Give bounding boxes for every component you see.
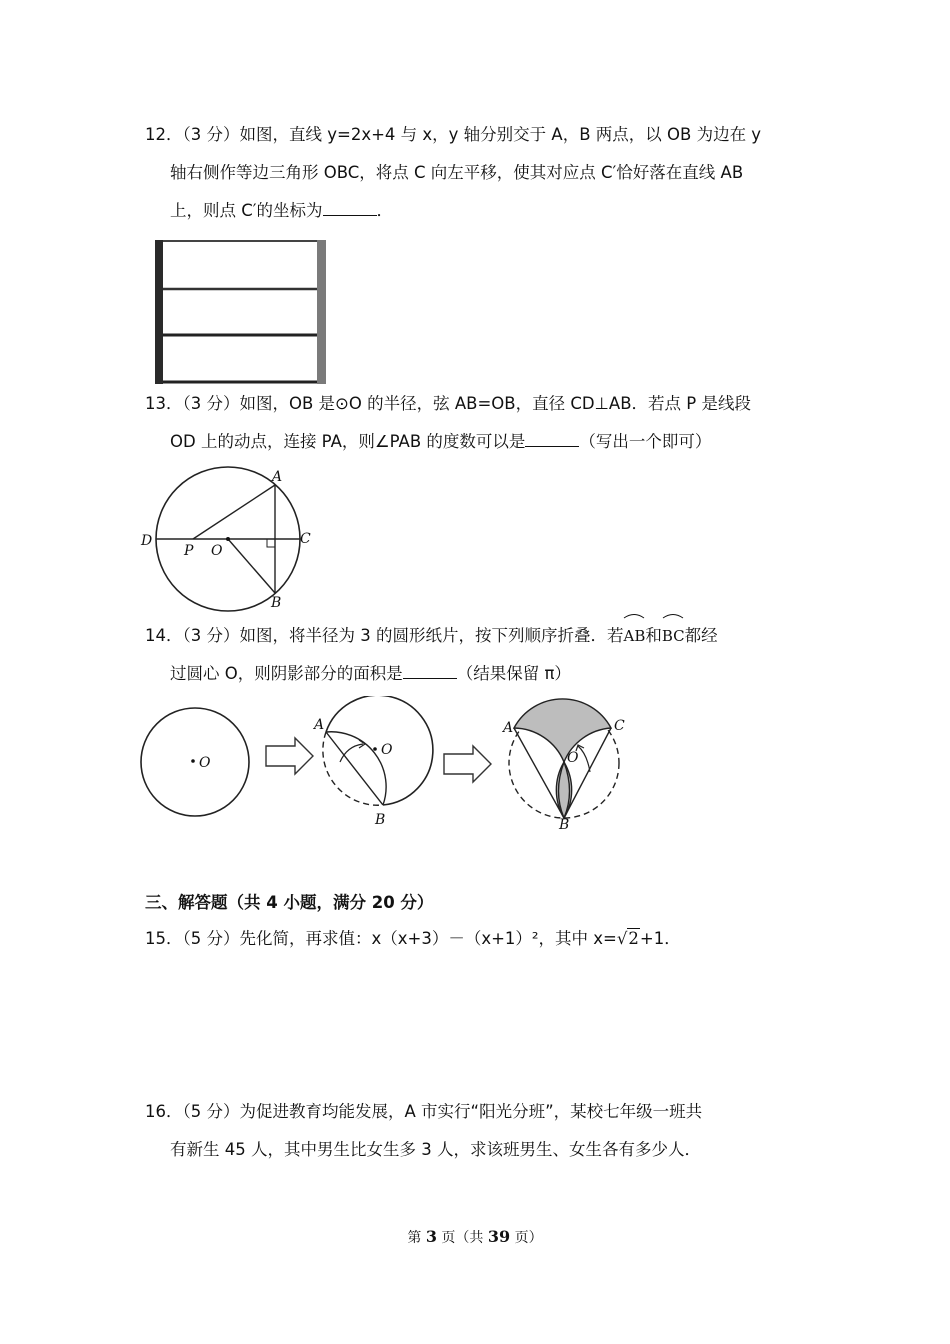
page-number: 3 xyxy=(425,1227,437,1246)
label-c-3: C xyxy=(614,718,625,734)
arc-ab: AB xyxy=(623,617,645,655)
label-b-3: B xyxy=(559,817,570,833)
q16-line1: 16．（5 分）为促进教育均能发展，A 市实行“阳光分班”，某校七年级一班共 xyxy=(145,1102,703,1121)
label-o-1: O xyxy=(199,755,211,771)
q12-line1: 12．（3 分）如图，直线 y=2x+4 与 x，y 轴分别交于 A，B 两点，以 OB 为边在 y xyxy=(145,125,762,144)
section-heading: 三、解答题（共 4 小题，满分 20 分） xyxy=(145,893,434,912)
label-a-2: A xyxy=(314,717,325,733)
q12-figure xyxy=(153,240,330,384)
arc-bc: BC xyxy=(662,617,685,655)
total-pages: 39 xyxy=(487,1227,511,1246)
arrow-right-icon xyxy=(266,738,313,774)
q13-line2: OD 上的动点，连接 PA，则∠PAB 的度数可以是 （写出一个即可） xyxy=(145,423,815,461)
question-15 xyxy=(145,920,815,958)
question-13 xyxy=(145,385,815,461)
arrow-right-icon xyxy=(444,746,491,782)
question-12 xyxy=(145,116,815,230)
label-p: P xyxy=(184,543,194,559)
fold-line xyxy=(326,732,383,805)
label-a: A xyxy=(272,469,283,485)
q14-figure xyxy=(135,696,645,836)
label-o-3: O xyxy=(567,750,579,766)
label-c: C xyxy=(300,531,311,547)
right-bar xyxy=(317,240,326,384)
question-14 xyxy=(145,617,815,693)
q15-line1: 15．（5 分）先化简，再求值：x（x+3）－（x+1）²，其中 x=√2+1． xyxy=(145,929,681,948)
center-dot xyxy=(226,537,230,541)
q13-figure xyxy=(135,458,325,618)
label-b-2: B xyxy=(375,812,386,828)
center-dot xyxy=(191,759,195,763)
shaded-region-top xyxy=(514,699,611,762)
page-footer: 第 3 页（共 39 页） xyxy=(407,1227,543,1246)
right-angle-mark xyxy=(267,539,275,547)
sqrt-expression: √2 xyxy=(616,929,639,948)
q12-line3: 上，则点 C′的坐标为 ． xyxy=(145,192,815,230)
label-b: B xyxy=(271,595,282,611)
answer-blank xyxy=(403,660,457,679)
q13-line1: 13．（3 分）如图，OB 是⊙O 的半径，弦 AB=OB，直径 CD⊥AB．若点 P 是线段 xyxy=(145,394,751,413)
q12-line2: 轴右侧作等边三角形 OBC，将点 C 向左平移，使其对应点 C′恰好落在直线 AB xyxy=(170,163,744,182)
q14-line2: 过圆心 O，则阴影部分的面积是 （结果保留 π） xyxy=(145,655,815,693)
label-o: O xyxy=(211,543,223,559)
circle-solid-arc xyxy=(326,696,433,805)
q14-line1: 14．（3 分）如图，将半径为 3 的圆形纸片，按下列顺序折叠．若 AB和 BC都经 xyxy=(145,617,815,655)
answer-blank xyxy=(323,197,377,216)
answer-blank xyxy=(525,428,579,447)
label-o-2: O xyxy=(381,742,393,758)
question-16 xyxy=(145,1093,815,1169)
left-bar xyxy=(155,240,163,384)
segment-pa xyxy=(193,485,275,539)
label-a-3: A xyxy=(503,720,514,736)
paper-circle xyxy=(141,708,249,816)
label-d: D xyxy=(141,533,153,549)
q16-line2: 有新生 45 人，其中男生比女生多 3 人，求该班男生、女生各有多少人． xyxy=(170,1140,701,1159)
